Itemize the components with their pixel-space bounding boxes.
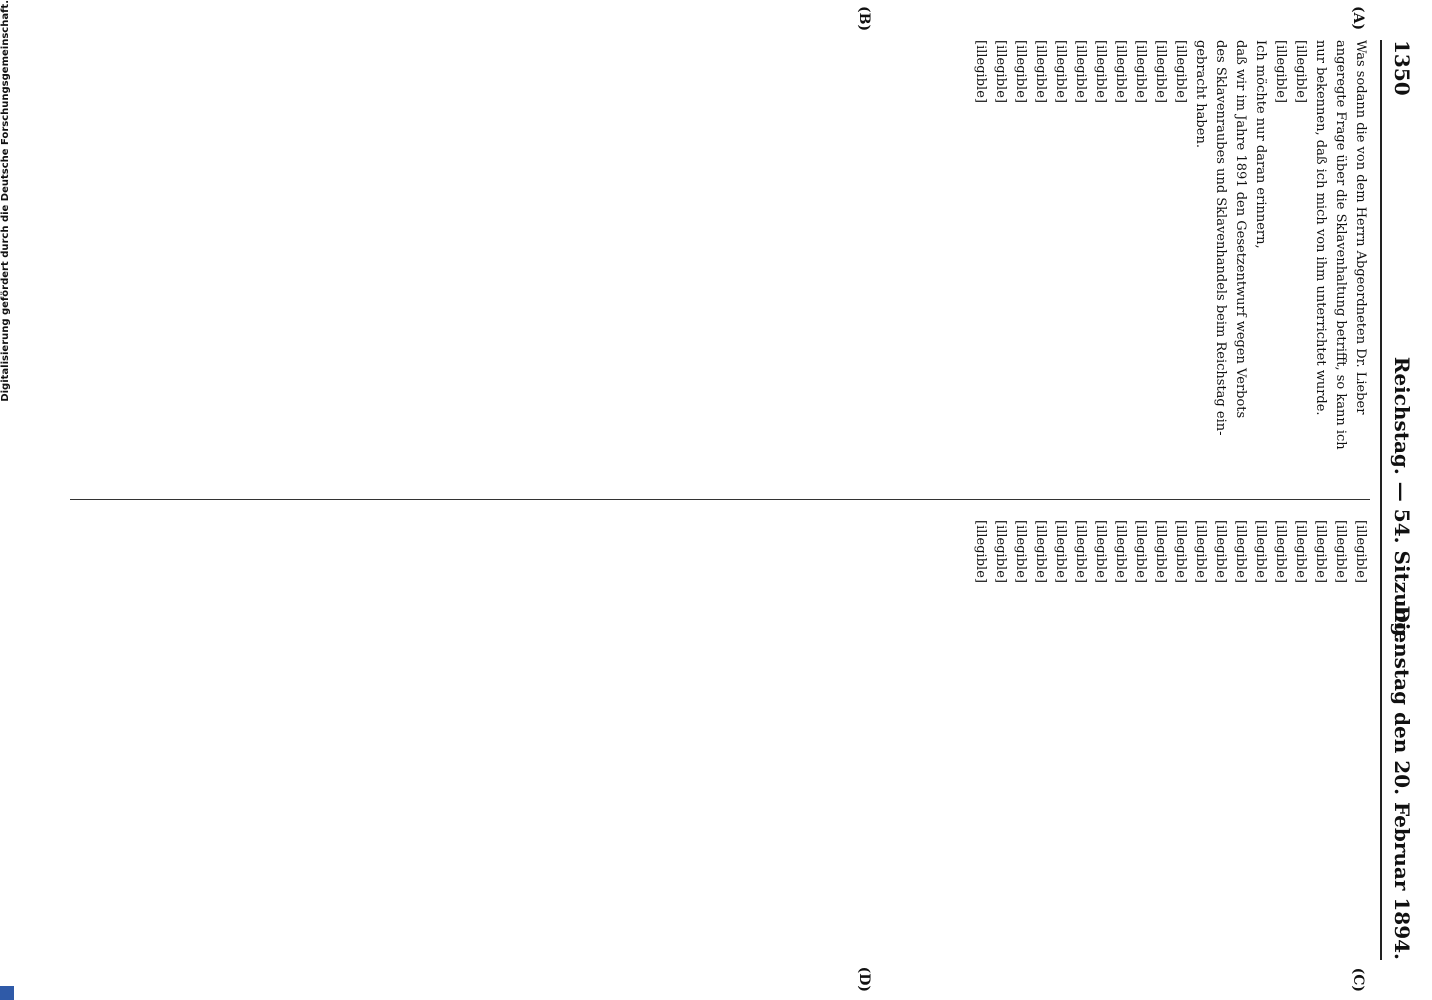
text-line: [illegible] <box>1133 40 1148 103</box>
margin-marker-b: (B) <box>856 6 872 32</box>
text-line: [illegible] <box>1193 520 1208 583</box>
text-line: [illegible] <box>1153 520 1168 583</box>
text-line: Was sodann die von dem Herrn Abgeordneten Dr. Lieber <box>1353 40 1368 415</box>
page-title: Reichstag. — 54. Sitzung. <box>1390 356 1414 644</box>
text-line: des Sklavenraubes und Sklavenhandels beim Reichstag ein- <box>1213 40 1228 436</box>
text-line: [illegible] <box>1173 40 1188 103</box>
text-line: [illegible] <box>1273 40 1288 103</box>
text-line: [illegible] <box>1093 40 1108 103</box>
text-line: [illegible] <box>1013 520 1028 583</box>
text-line: [illegible] <box>1293 40 1308 103</box>
text-line: [illegible] <box>1093 520 1108 583</box>
margin-marker-c: (C) <box>1350 967 1366 992</box>
text-line: [illegible] <box>1053 520 1068 583</box>
left-text-column <box>70 40 1370 480</box>
text-line: [illegible] <box>1233 520 1248 583</box>
text-line: [illegible] <box>1013 40 1028 103</box>
text-line: [illegible] <box>973 520 988 583</box>
text-line: [illegible] <box>1333 520 1348 583</box>
text-line: [illegible] <box>1153 40 1168 103</box>
text-line: [illegible] <box>993 520 1008 583</box>
text-line: [illegible] <box>1133 520 1148 583</box>
text-line: [illegible] <box>993 40 1008 103</box>
page-header <box>1386 40 1414 960</box>
text-line: [illegible] <box>1273 520 1288 583</box>
margin-marker-a: (A) <box>1350 6 1366 31</box>
page-date: Dienstag den 20. Februar 1894. <box>1390 605 1414 960</box>
text-line: gebracht haben. <box>1193 40 1208 148</box>
dfg-logo <box>0 986 14 1000</box>
text-line: [illegible] <box>1293 520 1308 583</box>
text-line: [illegible] <box>1073 520 1088 583</box>
text-line: daß wir im Jahre 1891 den Gesetzentwurf wegen Verbots <box>1233 40 1248 419</box>
text-line: [illegible] <box>1053 40 1068 103</box>
text-line: [illegible] <box>1113 520 1128 583</box>
text-line: angeregte Frage über die Sklavenhaltung betrifft, so kann ich <box>1333 40 1348 450</box>
text-line: [illegible] <box>1213 520 1228 583</box>
margin-marker-d: (D) <box>856 966 872 992</box>
text-line: [illegible] <box>973 40 988 103</box>
text-line: [illegible] <box>1313 520 1328 583</box>
text-line: [illegible] <box>1073 40 1088 103</box>
text-line: Ich möchte nur daran erinnern, <box>1253 40 1268 249</box>
header-rule <box>1380 40 1382 960</box>
credit-text: Digitalisierung gefördert durch die Deutsche Forschungsgemeinschaft. <box>0 0 11 402</box>
column-divider <box>70 499 1370 500</box>
text-line: [illegible] <box>1113 40 1128 103</box>
text-line: [illegible] <box>1173 520 1188 583</box>
text-line: [illegible] <box>1253 520 1268 583</box>
text-line: [illegible] <box>1033 40 1048 103</box>
text-line: nur bekennen, daß ich mich von ihm unterrichtet wurde. <box>1313 40 1328 416</box>
digitization-credit <box>0 0 14 1000</box>
right-text-column <box>70 520 1370 960</box>
text-line: [illegible] <box>1033 520 1048 583</box>
page-number: 1350 <box>1390 40 1414 96</box>
text-line: [illegible] <box>1353 520 1368 583</box>
